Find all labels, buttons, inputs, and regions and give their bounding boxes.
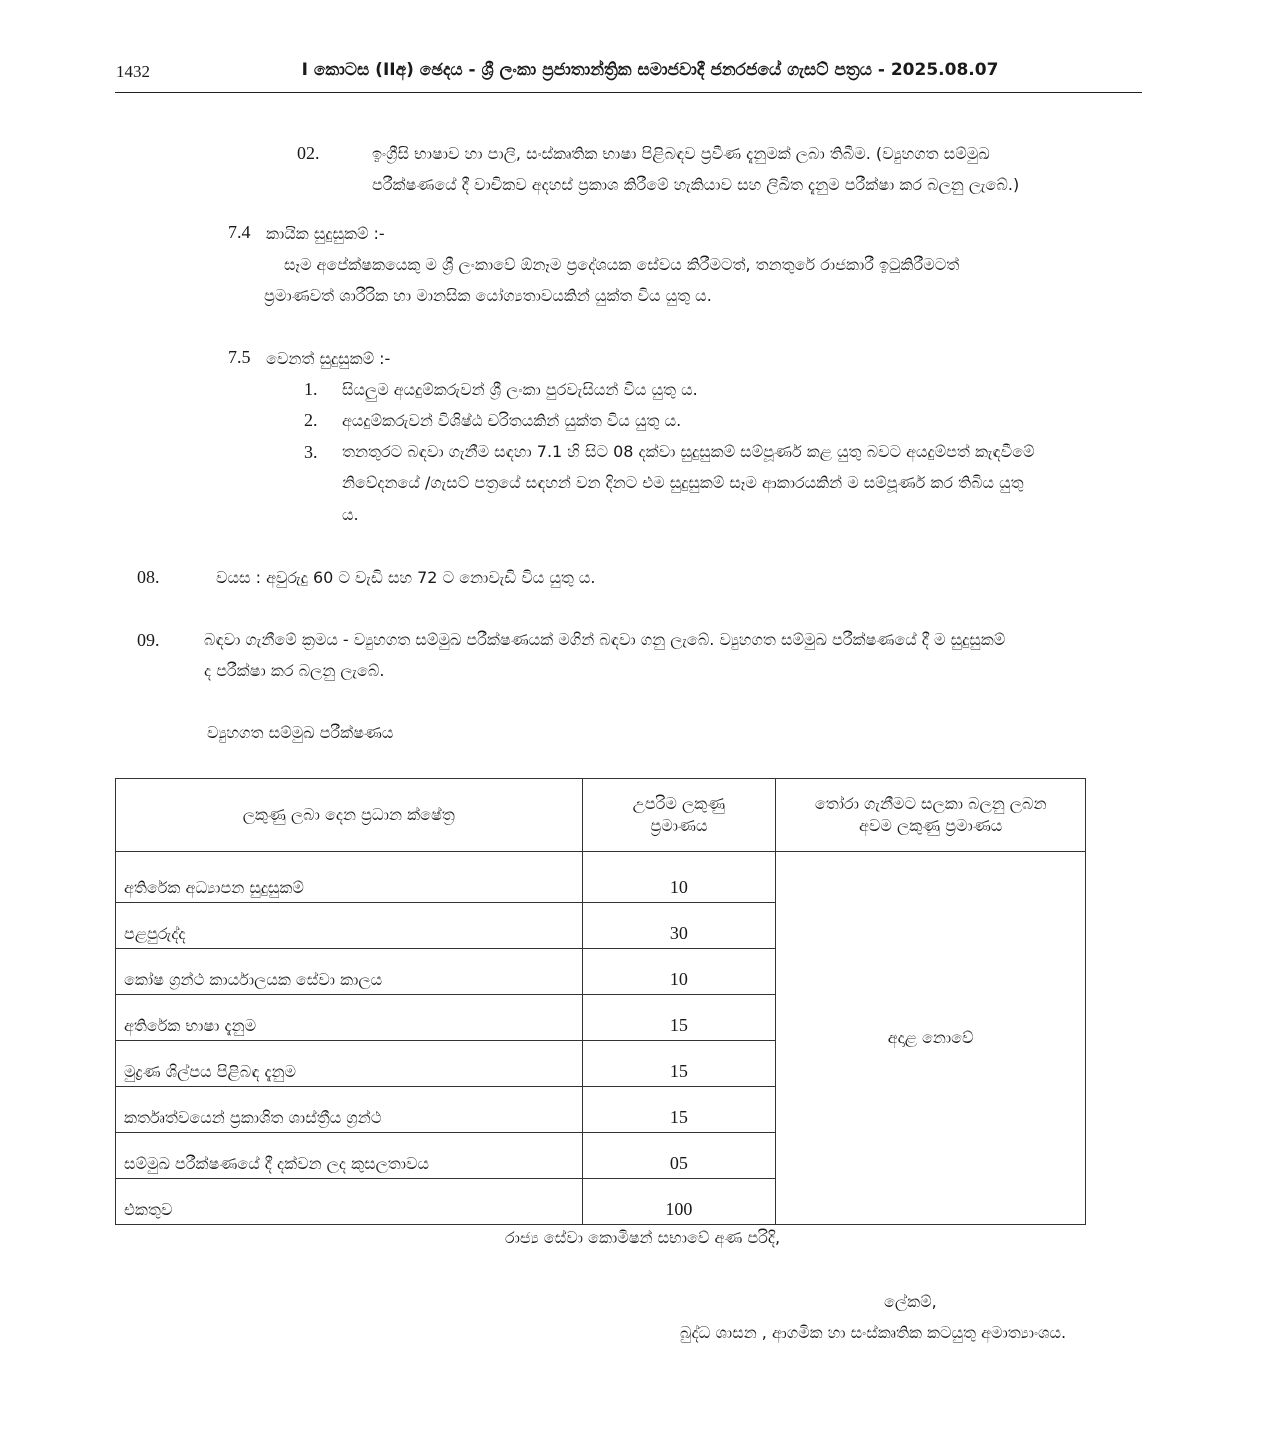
table-cell-max: 10 xyxy=(582,949,776,995)
table-cell-not-applicable: අදාළ නොවේ xyxy=(776,852,1086,1225)
header-divider xyxy=(115,92,1142,93)
section-7-4-number: 7.4 xyxy=(228,222,251,242)
table-cell-max: 15 xyxy=(582,1041,776,1087)
table-cell-max: 30 xyxy=(582,903,776,949)
table-cell-max: 15 xyxy=(582,1087,776,1133)
table-header-row xyxy=(116,779,1086,852)
list-item-text-line-1: තනතුරට බඳවා ගැනීම සඳහා 7.1 හි සිට 08 දක්වා සුදුසුකම් සම්පූර්ණ කළ යුතු බවට අයදුම්පත් කැඳවීමේ xyxy=(342,442,1035,461)
list-item-number: 1. xyxy=(304,379,318,399)
list-item-text: සියලුම අයදුම්කරුවන් ශ්‍රී ලංකා පුරවැසියන් විය යුතු ය. xyxy=(342,380,698,399)
section-7-4-heading: කායික සුදුසුකම් :- xyxy=(266,224,385,243)
item-02-line-1: ඉංග්‍රීසි භාෂාව හා පාලි, සංස්කෘතික භාෂා පිළිබඳව ප්‍රවීණ දැනුමක් ලබා තිබීම. (ව්‍යුහගත සම්මුඛ xyxy=(372,144,990,163)
section-08-text: වයස : අවුරුදු 60 ට වැඩි සහ 72 ට නොවැඩි විය යුතු ය. xyxy=(216,568,596,587)
section-09-number: 09. xyxy=(137,630,160,650)
page-header-title: I කොටස (IIඅ) ඡෙදය - ශ්‍රී ලංකා ප්‍රජාතාන්ත්‍රික සමාජවාදී ජනරජයේ ගැසට් පත්‍රය - 2025.08.07 xyxy=(301,60,999,80)
table-row xyxy=(116,852,1086,903)
page-number: 1432 xyxy=(116,62,150,81)
list-item-number: 2. xyxy=(304,410,318,430)
section-7-5-number: 7.5 xyxy=(228,347,251,367)
table-header-area: ලකුණු ලබා දෙන ප්‍රධාන ක්ෂේත්‍ර xyxy=(116,779,583,852)
list-item-text: අයදුම්කරුවන් විශිෂ්ඨ චරිතයකින් යුක්ත විය යුතු ය. xyxy=(342,411,682,430)
table-cell-area: පළපුරුද්ද xyxy=(116,903,583,949)
table-cell-max: 05 xyxy=(582,1133,776,1179)
section-7-4-line-1: සෑම අපේක්ෂකයෙකු ම ශ්‍රී ලංකාවේ ඕනෑම ප්‍රදේශයක සේවය කිරීමටත්, තනතුරේ රාජකාරී ඉටුකිරීමටත් xyxy=(284,255,960,274)
signature-title: ලේකම්, xyxy=(884,1292,937,1311)
table-cell-area: අතිරේක භාෂා දැනුම xyxy=(116,995,583,1041)
item-02-line-2: පරීක්ෂණයේ දී වාචිකව අදහස් ප්‍රකාශ කිරීමේ හැකියාව සහ ලිඛිත දැනුම පරීක්ෂා කර බලනු ලැබේ.) xyxy=(372,175,1020,194)
section-09-line-2: ද පරීක්ෂා කර බලනු ලැබේ. xyxy=(204,661,385,680)
list-item-text-line-3: ය. xyxy=(342,505,359,524)
table-cell-area: කර්තෘත්වයෙන් ප්‍රකාශිත ශාස්ත්‍රීය ග්‍රන්ථ xyxy=(116,1087,583,1133)
table-cell-max: 10 xyxy=(582,852,776,903)
table-header-max-marks: උපරිම ලකුණු ප්‍රමාණය xyxy=(582,779,776,852)
table-cell-area: මුද්‍රණ ශිල්පය පිළිබඳ දැනුම xyxy=(116,1041,583,1087)
table-cell-area: සම්මුඛ පරීක්ෂණයේ දී දක්වන ලද කුසලතාවය xyxy=(116,1133,583,1179)
signature-ministry: බුද්ධ ශාසන , ආගමික හා සංස්කෘතික කටයුතු අමාත්‍යාංශය. xyxy=(680,1323,1067,1342)
table-cell-total-label: එකතුව xyxy=(116,1179,583,1225)
section-08-number: 08. xyxy=(137,567,160,587)
table-cell-area: අතිරේක අධ්‍යාපන සුදුසුකම් xyxy=(116,852,583,903)
table-cell-max: 15 xyxy=(582,995,776,1041)
signature-order-line: රාජ්‍ය සේවා කොමිෂන් සභාවේ අණ පරිදි, xyxy=(505,1228,781,1247)
section-7-4-line-2: ප්‍රමාණවත් ශාරීරික හා මානසික යෝග්‍යතාවයකින් යුක්ත විය යුතු ය. xyxy=(264,286,712,305)
marks-table xyxy=(115,778,1086,1225)
table-cell-area: කෝෂ ග්‍රන්ථ කාර්යාලයක සේවා කාලය xyxy=(116,949,583,995)
interview-heading: ව්‍යුහගත සම්මුඛ පරීක්ෂණය xyxy=(207,723,394,742)
table-header-min-marks: තෝරා ගැනීමට සලකා බලනු ලබන අවම ලකුණු ප්‍රමාණය xyxy=(776,779,1086,852)
section-09-line-1: බඳවා ගැනීමේ ක්‍රමය - ව්‍යුහගත සම්මුඛ පරීක්ෂණයක් මගින් බඳවා ගනු ලැබේ. ව්‍යුහගත සම්මුඛ පරීක්ෂණයේ දී ම සුදුසුකම් xyxy=(204,630,1006,649)
item-02-number: 02. xyxy=(297,143,320,163)
section-7-5-heading: වෙනත් සුදුසුකම් :- xyxy=(266,349,391,368)
table-cell-total-value: 100 xyxy=(582,1179,776,1225)
list-item-number: 3. xyxy=(304,442,318,462)
list-item-text-line-2: නිවේදනයේ /ගැසට් පත්‍රයේ සඳහන් වන දිනට එම සුදුසුකම් සෑම ආකාරයකින් ම සම්පූර්ණ කර තිබිය යුතු xyxy=(342,473,1024,492)
